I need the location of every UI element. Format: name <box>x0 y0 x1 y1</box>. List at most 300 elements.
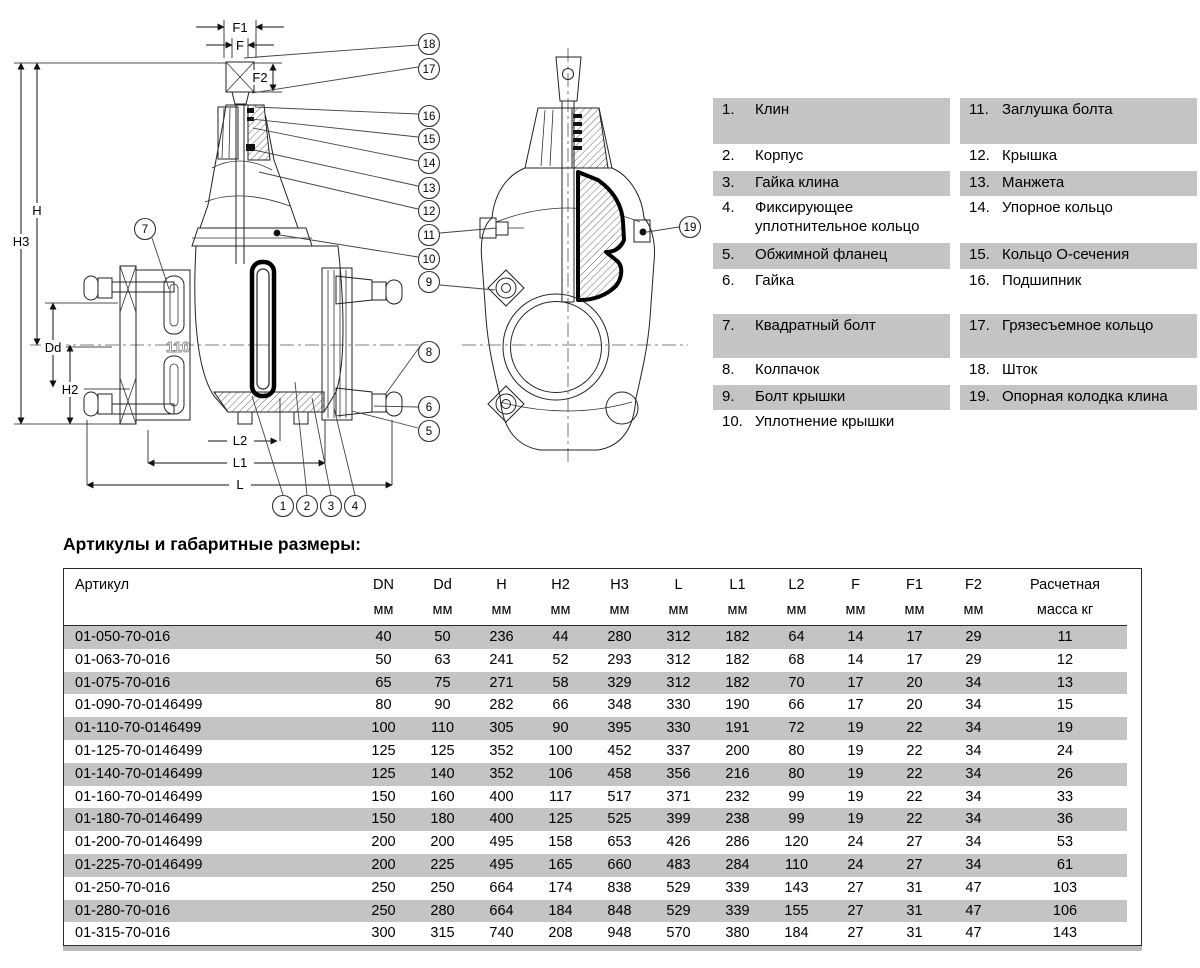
dimension-cell: 190 <box>725 697 750 714</box>
dimension-cell: 143 <box>784 879 809 896</box>
parts-list-item <box>960 314 1197 358</box>
dimension-cell: 271 <box>489 674 514 691</box>
dimension-cell: 312 <box>666 629 691 645</box>
article-cell: 01-090-70-0146499 <box>75 697 203 714</box>
dimension-cell: 19 <box>847 720 864 737</box>
part-label: Заглушка болта <box>1002 101 1113 118</box>
parts-list-item <box>960 410 1197 436</box>
dimension-cell: 29 <box>965 629 982 645</box>
svg-text:19: 19 <box>683 222 697 234</box>
dimension-cell: 110 <box>784 856 809 873</box>
dimension-cell: 339 <box>725 879 750 896</box>
dimension-cell: 33 <box>1056 788 1074 805</box>
dimension-cell: 174 <box>548 879 573 896</box>
dimension-cell: 182 <box>725 674 750 691</box>
callout-14 <box>419 153 440 174</box>
part-label: Клин <box>755 101 790 118</box>
table-row <box>64 786 1127 809</box>
dim-label-f1: F1 <box>232 20 248 35</box>
dim-label-l2: L2 <box>232 433 248 448</box>
svg-text:3: 3 <box>327 501 335 513</box>
parts-list-item <box>960 269 1197 296</box>
dimension-cell: 31 <box>906 879 923 896</box>
dimension-cell: 22 <box>906 742 923 759</box>
table-row <box>64 831 1127 854</box>
dimension-cell: 99 <box>788 788 805 805</box>
column-header: L1 мм <box>727 577 748 618</box>
dimension-cell: 664 <box>489 902 514 919</box>
parts-list-item <box>713 410 950 436</box>
dimension-cell: 14 <box>847 629 864 645</box>
dimension-cell: 200 <box>371 856 396 873</box>
part-label: Колпачок <box>755 361 820 378</box>
part-number: 12. <box>969 147 990 164</box>
dimension-cell: 312 <box>666 651 691 668</box>
svg-text:16: 16 <box>422 111 436 123</box>
dimension-cell: 80 <box>375 697 392 714</box>
dimension-cell: 452 <box>607 742 632 759</box>
dimension-cell: 53 <box>1056 834 1074 851</box>
dimension-cell: 20 <box>906 674 923 691</box>
dimension-cell: 495 <box>489 856 514 873</box>
dimension-cell: 20 <box>906 697 923 714</box>
part-label: Гайка <box>755 272 795 289</box>
dimension-cell: 399 <box>666 811 691 828</box>
dim-label-l: L <box>236 477 244 492</box>
dimension-cell: 653 <box>607 834 632 851</box>
dimension-cell: 106 <box>1052 902 1078 919</box>
dimension-cell: 664 <box>489 879 514 896</box>
dimension-cell: 63 <box>434 651 451 668</box>
column-header: L мм <box>668 577 689 618</box>
dimension-cell: 13 <box>1056 674 1074 691</box>
dimension-cell: 380 <box>725 925 750 942</box>
dimension-cell: 241 <box>489 651 514 668</box>
dimension-cell: 184 <box>548 902 573 919</box>
dimension-cell: 34 <box>965 765 982 782</box>
dimension-cell: 225 <box>430 856 455 873</box>
dimension-cell: 312 <box>666 674 691 691</box>
dimension-cell: 12 <box>1056 651 1074 668</box>
dimension-cell: 61 <box>1056 856 1074 873</box>
dimension-cell: 31 <box>906 902 923 919</box>
dimension-cell: 66 <box>552 697 569 714</box>
part-number: 4. <box>722 199 735 216</box>
dimension-cell: 426 <box>666 834 691 851</box>
svg-text:13: 13 <box>422 183 436 195</box>
svg-text:4: 4 <box>351 501 359 513</box>
dimension-cell: 64 <box>788 629 805 645</box>
table-row <box>64 922 1127 945</box>
dimension-cell: 286 <box>725 834 750 851</box>
dimension-cell: 125 <box>430 742 455 759</box>
column-header: F мм <box>845 577 866 618</box>
part-number: 1. <box>722 101 735 118</box>
dimension-cell: 120 <box>784 834 809 851</box>
table-row <box>64 854 1127 877</box>
part-number: 2. <box>722 147 735 164</box>
dimension-cell: 740 <box>489 925 514 942</box>
part-label: Квадратный болт <box>755 317 876 334</box>
dimension-cell: 80 <box>788 765 805 782</box>
dimension-cell: 24 <box>847 856 864 873</box>
dimension-cell: 72 <box>788 720 805 737</box>
callout-17 <box>419 59 440 80</box>
dimension-cell: 14 <box>847 651 864 668</box>
dimension-cell: 250 <box>371 879 396 896</box>
article-cell: 01-315-70-016 <box>75 925 171 942</box>
svg-text:9: 9 <box>425 277 433 289</box>
dim-label-dd: Dd <box>44 340 62 355</box>
svg-text:17: 17 <box>422 64 436 76</box>
dimension-cell: 155 <box>784 902 809 919</box>
casting-mark: 110 <box>165 339 191 356</box>
dim-label-f2: F2 <box>252 70 268 85</box>
part-number: 9. <box>722 388 735 405</box>
svg-text:10: 10 <box>422 254 436 266</box>
part-label: Шток <box>1002 361 1038 378</box>
article-cell: 01-160-70-0146499 <box>75 788 203 805</box>
dimension-cell: 47 <box>965 879 982 896</box>
dimension-cell: 570 <box>666 925 691 942</box>
dimension-cell: 339 <box>725 902 750 919</box>
part-number: 7. <box>722 317 735 334</box>
dimension-cell: 150 <box>371 788 396 805</box>
parts-list-item <box>960 171 1197 196</box>
dimension-cell: 143 <box>1052 925 1078 942</box>
dimension-cell: 348 <box>607 697 632 714</box>
part-label: Опорная колодка клина <box>1002 388 1168 405</box>
part-label: Гайка клина <box>755 174 839 191</box>
dimension-cell: 34 <box>965 834 982 851</box>
dimension-cell: 158 <box>548 834 573 851</box>
parts-list-item <box>713 98 950 144</box>
dimension-cell: 182 <box>725 651 750 668</box>
part-number: 14. <box>969 199 990 216</box>
dimension-cell: 103 <box>1052 879 1078 896</box>
callout-7 <box>135 219 156 240</box>
side-view <box>11 20 432 492</box>
dimension-cell: 52 <box>552 651 569 668</box>
dim-label-h: H <box>32 203 42 218</box>
table-row <box>64 649 1127 672</box>
dimension-cell: 180 <box>430 811 455 828</box>
dimension-cell: 208 <box>548 925 573 942</box>
parts-list-row <box>713 358 1197 385</box>
table-row <box>64 694 1127 717</box>
svg-text:8: 8 <box>425 347 433 359</box>
dimension-cell: 483 <box>666 856 691 873</box>
table-row <box>64 808 1127 831</box>
parts-list-row <box>713 314 1197 358</box>
parts-list <box>713 98 1197 436</box>
parts-list-item <box>960 98 1197 144</box>
article-cell: 01-075-70-016 <box>75 674 171 691</box>
dimension-cell: 27 <box>847 902 864 919</box>
parts-list-item <box>960 243 1197 269</box>
part-number: 11. <box>969 101 989 118</box>
dimension-cell: 280 <box>607 629 632 645</box>
dimension-cell: 22 <box>906 720 923 737</box>
table-row <box>64 626 1127 649</box>
callout-12 <box>419 201 440 222</box>
dimension-cell: 293 <box>607 651 632 668</box>
part-label: Подшипник <box>1002 272 1082 289</box>
part-number: 19. <box>969 388 990 405</box>
part-label: Обжимной фланец <box>755 246 888 263</box>
dimension-cell: 282 <box>489 697 514 714</box>
parts-list-item <box>960 385 1197 410</box>
dimension-cell: 34 <box>965 856 982 873</box>
part-number: 13. <box>969 174 990 191</box>
dimension-cell: 400 <box>489 788 514 805</box>
dimension-cell: 19 <box>847 811 864 828</box>
dimension-cell: 458 <box>607 765 632 782</box>
dimension-cell: 70 <box>788 674 805 691</box>
dimension-cell: 371 <box>666 788 691 805</box>
dimension-cell: 27 <box>906 856 923 873</box>
column-header: F1 мм <box>904 577 925 618</box>
dimension-cell: 395 <box>607 720 632 737</box>
dimension-cell: 495 <box>489 834 514 851</box>
column-header: H3 мм <box>609 577 630 618</box>
svg-text:12: 12 <box>422 206 436 218</box>
dimension-cell: 34 <box>965 697 982 714</box>
dimension-cell: 22 <box>906 765 923 782</box>
svg-text:2: 2 <box>303 501 311 513</box>
dim-label-h2: H2 <box>61 382 79 397</box>
column-header: DN мм <box>373 577 394 618</box>
dimension-cell: 66 <box>788 697 805 714</box>
part-number: 3. <box>722 174 735 191</box>
parts-list-item <box>960 358 1197 385</box>
dimension-cell: 165 <box>548 856 573 873</box>
svg-text:7: 7 <box>141 224 149 236</box>
dimension-cell: 80 <box>788 742 805 759</box>
dimension-cell: 40 <box>375 629 392 645</box>
dimension-cell: 34 <box>965 811 982 828</box>
dimension-cell: 400 <box>489 811 514 828</box>
dimension-cell: 27 <box>847 879 864 896</box>
part-label: Грязесъемное кольцо <box>1002 317 1154 334</box>
dimension-cell: 34 <box>965 742 982 759</box>
dimension-cell: 236 <box>489 629 514 645</box>
parts-list-item <box>713 243 950 269</box>
dimension-cell: 160 <box>430 788 455 805</box>
part-label: Кольцо О-сечения <box>1002 246 1130 263</box>
dimension-cell: 284 <box>725 856 750 873</box>
dimension-cell: 29 <box>965 651 982 668</box>
dimension-cell: 125 <box>548 811 573 828</box>
part-number: 8. <box>722 361 735 378</box>
dimension-cell: 50 <box>434 629 451 645</box>
dimension-cell: 356 <box>666 765 691 782</box>
parts-list-item <box>713 385 950 410</box>
column-header: F2 мм <box>963 577 984 618</box>
dimension-cell: 200 <box>430 834 455 851</box>
dimension-cell: 19 <box>1056 720 1074 737</box>
part-label: Упорное кольцо <box>1002 199 1113 216</box>
dimension-cell: 529 <box>666 879 691 896</box>
callout-2 <box>297 496 318 517</box>
dimension-cell: 19 <box>847 765 864 782</box>
dimension-cell: 125 <box>371 742 396 759</box>
parts-list-row <box>713 385 1197 410</box>
dimension-cell: 34 <box>965 720 982 737</box>
callout-15 <box>419 129 440 150</box>
dimension-cell: 117 <box>548 788 573 805</box>
dimension-cell: 100 <box>548 742 573 759</box>
dimension-cell: 17 <box>847 674 864 691</box>
callout-3 <box>321 496 342 517</box>
dimension-cell: 44 <box>552 629 569 645</box>
callout-18 <box>419 34 440 55</box>
dimension-cell: 216 <box>725 765 750 782</box>
dimension-cell: 330 <box>666 697 691 714</box>
dimension-cell: 31 <box>906 925 923 942</box>
column-header: L2 мм <box>786 577 807 618</box>
dimension-cell: 250 <box>430 879 455 896</box>
parts-list-row <box>713 269 1197 296</box>
dimension-cell: 305 <box>489 720 514 737</box>
callout-10 <box>419 249 440 270</box>
dimension-cell: 352 <box>489 742 514 759</box>
column-header: Артикул <box>75 577 130 593</box>
table-title: Артикулы и габаритные размеры: <box>63 534 361 554</box>
column-header: H мм <box>491 577 512 618</box>
callout-19 <box>680 217 701 238</box>
part-number: 16. <box>969 272 990 289</box>
dimension-cell: 24 <box>1056 742 1074 759</box>
dim-label-f: F <box>236 38 244 53</box>
parts-list-row <box>713 171 1197 196</box>
parts-list-item <box>960 144 1197 171</box>
article-cell: 01-140-70-0146499 <box>75 765 203 782</box>
dimension-cell: 232 <box>725 788 750 805</box>
svg-text:5: 5 <box>425 426 433 438</box>
part-number: 5. <box>722 246 735 263</box>
parts-list-item <box>960 196 1197 243</box>
dimension-cell: 90 <box>552 720 569 737</box>
dimensions-table <box>64 569 1127 945</box>
dimension-cell: 110 <box>430 720 455 737</box>
dim-label-l1: L1 <box>232 455 248 470</box>
dimension-cell: 125 <box>371 765 396 782</box>
dimension-cell: 27 <box>906 834 923 851</box>
valve-technical-drawing <box>0 0 710 532</box>
dimension-cell: 848 <box>607 902 632 919</box>
dimension-cell: 24 <box>847 834 864 851</box>
table-row <box>64 900 1127 923</box>
callout-9 <box>419 272 440 293</box>
article-cell: 01-110-70-0146499 <box>75 720 202 737</box>
dimension-cell: 19 <box>847 788 864 805</box>
column-header: Расчетная масса кг <box>1029 577 1101 618</box>
dimension-cell: 337 <box>666 742 691 759</box>
dimension-cell: 75 <box>434 674 451 691</box>
parts-list-item <box>713 269 950 296</box>
part-label: Крышка <box>1002 147 1058 164</box>
dimension-cell: 184 <box>784 925 809 942</box>
dimension-cell: 65 <box>375 674 392 691</box>
dimension-cell: 140 <box>430 765 455 782</box>
dimension-cell: 15 <box>1056 697 1074 714</box>
dimension-cell: 58 <box>552 674 569 691</box>
parts-list-item <box>713 314 950 358</box>
part-label: Уплотнение крышки <box>755 413 895 430</box>
article-cell: 01-280-70-016 <box>75 902 171 919</box>
dimension-cell: 100 <box>371 720 396 737</box>
callout-4 <box>345 496 366 517</box>
dimension-cell: 106 <box>548 765 573 782</box>
dimension-cell: 517 <box>607 788 632 805</box>
dimension-cell: 19 <box>847 742 864 759</box>
dimension-cell: 330 <box>666 720 691 737</box>
dimension-cell: 11 <box>1057 629 1073 645</box>
dimension-cell: 150 <box>371 811 396 828</box>
dim-label-h3: H3 <box>12 234 30 249</box>
callout-13 <box>419 178 440 199</box>
callout-1 <box>273 496 294 517</box>
part-number: 6. <box>722 272 735 289</box>
part-number: 15. <box>969 246 990 263</box>
parts-list-row <box>713 98 1197 144</box>
parts-list-item <box>713 171 950 196</box>
part-label: Манжета <box>1002 174 1065 191</box>
part-number: 10. <box>722 413 743 430</box>
dimension-cell: 34 <box>965 788 982 805</box>
parts-list-row <box>713 410 1197 436</box>
dimension-cell: 300 <box>371 925 396 942</box>
part-number: 18. <box>969 361 990 378</box>
dimension-cell: 22 <box>906 788 923 805</box>
callout-16 <box>419 106 440 127</box>
dimension-cell: 27 <box>847 925 864 942</box>
part-label: Фиксирующее уплотнительное кольцо <box>755 199 920 235</box>
dimension-cell: 182 <box>725 629 750 645</box>
part-label: Корпус <box>755 147 804 164</box>
dimension-cell: 34 <box>965 674 982 691</box>
article-cell: 01-225-70-0146499 <box>75 856 203 873</box>
callout-5 <box>419 421 440 442</box>
dimension-cell: 22 <box>906 811 923 828</box>
dimension-cell: 838 <box>607 879 632 896</box>
table-row <box>64 672 1127 695</box>
table-row <box>64 740 1127 763</box>
dimension-cell: 529 <box>666 902 691 919</box>
dimension-cell: 948 <box>607 925 632 942</box>
table-row <box>64 717 1127 740</box>
parts-list-row <box>713 144 1197 171</box>
svg-text:18: 18 <box>422 39 436 51</box>
callout-8 <box>419 342 440 363</box>
article-cell: 01-200-70-0146499 <box>75 834 203 851</box>
dimension-cell: 17 <box>906 651 923 668</box>
front-view <box>462 48 688 462</box>
dimensions-table-wrap <box>63 568 1142 946</box>
dimension-cell: 17 <box>847 697 864 714</box>
table-row <box>64 763 1127 786</box>
svg-text:1: 1 <box>279 501 287 513</box>
column-header: Dd мм <box>432 577 453 618</box>
parts-list-item <box>713 144 950 171</box>
svg-text:11: 11 <box>423 230 435 242</box>
svg-text:15: 15 <box>422 134 436 146</box>
part-label: Болт крышки <box>755 388 846 405</box>
dimension-cell: 47 <box>965 925 982 942</box>
dimension-cell: 200 <box>371 834 396 851</box>
callout-6 <box>419 397 440 418</box>
